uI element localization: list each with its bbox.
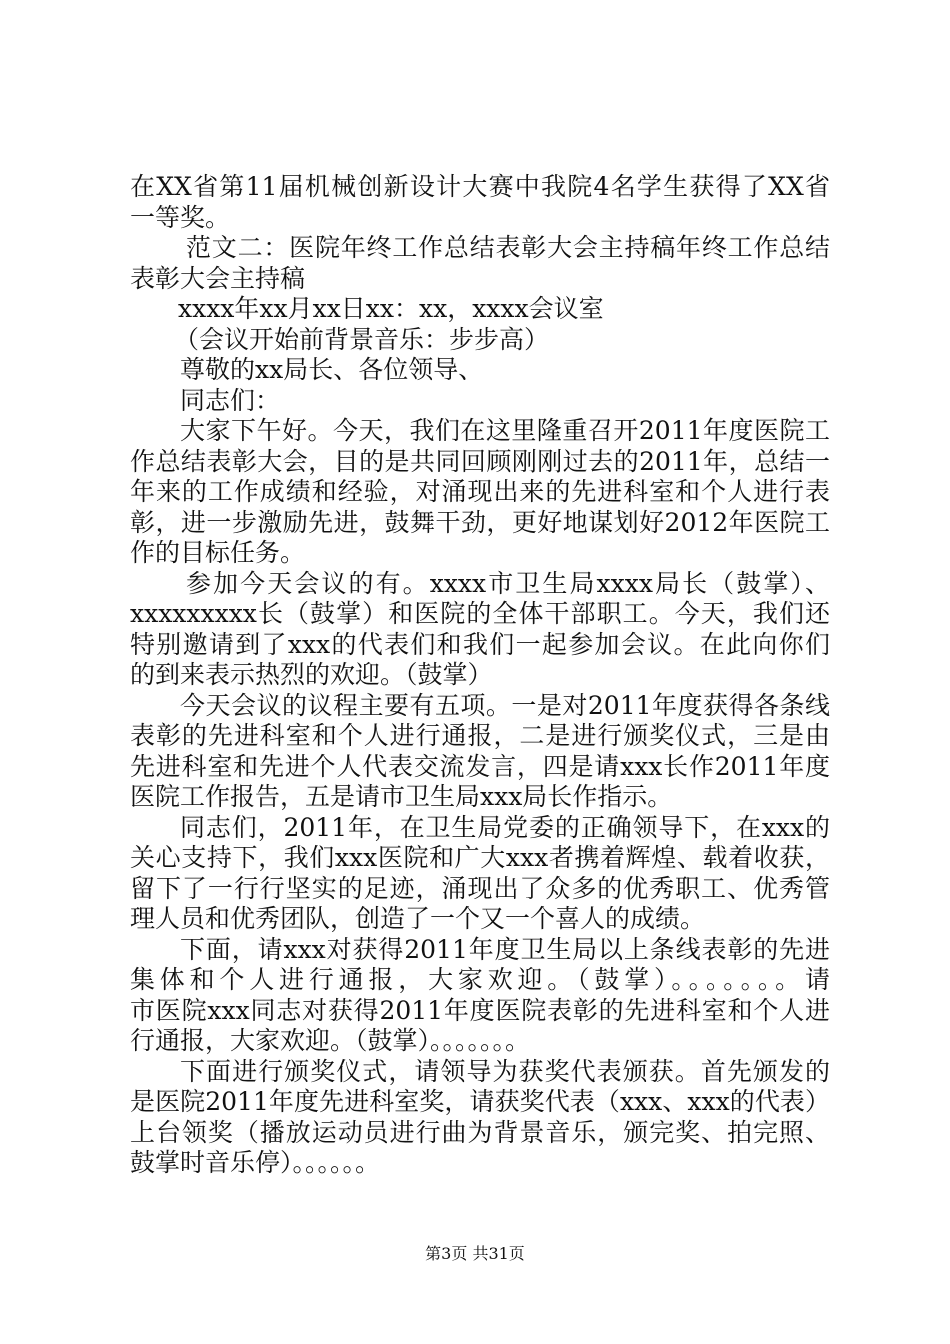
text-line: 年来的工作成绩和经验，对涌现出来的先进科室和个人进行表 bbox=[130, 477, 830, 506]
page-footer: 第3页 共31页 bbox=[425, 1244, 525, 1263]
text-line: 今天会议的议程主要有五项。一是对2011年度获得各条线 bbox=[180, 690, 830, 720]
text-line: 留下了一行行坚实的足迹，涌现出了众多的优秀职工、优秀管 bbox=[130, 873, 830, 903]
text-line: 范文二：医院年终工作总结表彰大会主持稿年终工作总结 bbox=[186, 233, 830, 262]
text-line: 医院工作报告，五是请市卫生局xxx局长作指示。 bbox=[130, 782, 673, 811]
text-line: xxxx年xx月xx日xx：xx，xxxx会议室 bbox=[178, 294, 604, 323]
text-line: xxxxxxxxx长（鼓掌）和医院的全体干部职工。今天，我们还 bbox=[130, 599, 830, 628]
text-line: 是医院2011年度先进科室奖，请获奖代表（xxx、xxx的代表） bbox=[130, 1087, 830, 1116]
text-line: 上台领奖（播放运动员进行曲为背景音乐，颁完奖、拍完照、 bbox=[130, 1117, 830, 1147]
text-line: 下面进行颁奖仪式，请领导为获奖代表颁获。首先颁发的 bbox=[180, 1056, 830, 1086]
text-line: 参加今天会议的有。xxxx市卫生局xxxx局长（鼓掌）、 bbox=[186, 568, 830, 598]
text-line: 作的目标任务。 bbox=[130, 538, 306, 567]
text-line: 一等奖。 bbox=[130, 202, 231, 232]
text-line: 在XX省第11届机械创新设计大赛中我院4名学生获得了XX省 bbox=[130, 172, 830, 201]
text-line: 鼓掌时音乐停）。。。。。。 bbox=[130, 1148, 381, 1177]
text-line: 特别邀请到了xxx的代表们和我们一起参加会议。在此向你们 bbox=[130, 629, 830, 659]
text-line: 下面，请xxx对获得2011年度卫生局以上条线表彰的先进 bbox=[180, 934, 830, 964]
document-body bbox=[130, 172, 830, 1179]
text-line: 的到来表示热烈的欢迎。（鼓掌） bbox=[130, 660, 493, 689]
text-line: 作总结表彰大会，目的是共同回顾刚刚过去的2011年，总结一 bbox=[130, 446, 830, 476]
text-line: 同志们，2011年，在卫生局党委的正确领导下，在xxx的 bbox=[180, 812, 830, 842]
text-line: （会议开始前背景音乐：步步高） bbox=[174, 324, 550, 354]
text-line: 表彰的先进科室和个人进行通报，二是进行颁奖仪式，三是由 bbox=[130, 721, 830, 750]
text-line: 先进科室和先进个人代表交流发言，四是请xxx长作2011年度 bbox=[130, 751, 830, 781]
text-line: 理人员和优秀团队，创造了一个又一个喜人的成绩。 bbox=[130, 904, 706, 933]
text-line: 关心支持下，我们xxx医院和广大xxx者携着辉煌、载着收获， bbox=[130, 843, 830, 872]
text-line: 市医院xxx同志对获得2011年度医院表彰的先进科室和个人进 bbox=[130, 995, 830, 1025]
text-line: 表彰大会主持稿 bbox=[130, 263, 306, 293]
text-line: 集体和个人进行通报，大家欢迎。（鼓掌）。。。。。。。请 bbox=[130, 965, 830, 994]
text-line: 同志们： bbox=[180, 385, 281, 415]
text-line: 彰，进一步激励先进，鼓舞干劲，更好地谋划好2012年医院工 bbox=[130, 507, 830, 537]
text-line: 行通报，大家欢迎。（鼓掌）。。。。。。。 bbox=[130, 1026, 531, 1055]
text-line: 尊敬的xx局长、各位领导、 bbox=[180, 355, 484, 384]
text-line: 大家下午好。今天，我们在这里隆重召开2011年度医院工 bbox=[180, 416, 830, 445]
